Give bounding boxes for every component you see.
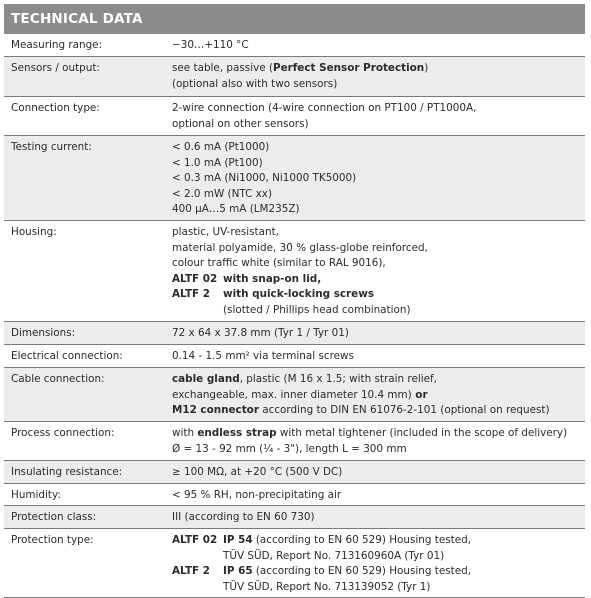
row-value [172,322,585,345]
value-line: material polyamide, 30 % glass-globe reinforced, [172,241,428,254]
row-value [172,529,585,598]
value-line [172,564,585,580]
row-label: Sensors / output: [11,62,100,74]
value-text: see table, passive ( [172,62,273,74]
value-text: (according to EN 60 529) Housing tested, [252,565,471,577]
value-line: TÜV SÜD, Report No. 713139052 (Tyr 1) [223,580,431,593]
table-title: TECHNICAL DATA [4,4,585,34]
model-label: ALTF 02 [172,534,218,546]
value-line: 400 µA…5 mA (LM235Z) [172,203,300,215]
row-connection-type [4,97,585,136]
row-protection-type [4,529,585,598]
value-line [172,372,585,388]
row-label: Cable connection: [11,373,105,385]
row-label: Electrical connection: [11,350,123,362]
row-value [172,484,585,507]
model-label: ALTF 02 [172,272,218,285]
value-line: < 2.0 mW (NTC xx) [172,187,273,200]
value-line: colour traffic white (similar to RAL 9016), [172,257,386,269]
row-measuring-range [4,34,585,57]
value-line: −30…+110 °C [172,39,249,51]
value-line [172,426,585,442]
row-value [172,97,585,135]
value-line [172,61,585,77]
row-label: Protection class: [11,511,97,523]
value-line [172,287,585,303]
value-text: , plastic (M 16 x 1.5; with strain relief, [239,373,437,385]
row-label: Humidity: [11,489,61,501]
row-value [172,422,585,460]
row-insulating-resistance [4,461,585,484]
row-value [172,57,585,95]
technical-data-table [4,4,585,598]
ip-rating: IP 65 [223,565,253,577]
row-sensors-output [4,57,585,97]
value-line: TÜV SÜD, Report No. 713160960A (Tyr 01) [223,549,445,562]
ip-rating: IP 54 [223,534,253,546]
row-label: Insulating resistance: [11,466,123,478]
row-cable-connection [4,368,585,422]
row-protection-class [4,506,585,529]
row-value [172,345,585,368]
row-dimensions [4,322,585,345]
value-line: < 95 % RH, non-precipitating air [172,489,342,501]
row-testing-current [4,136,585,221]
row-label: Dimensions: [11,327,76,339]
value-bold: or [411,388,428,401]
row-humidity [4,484,585,506]
value-line: plastic, UV-resistant, [172,226,279,238]
value-line: ≥ 100 MΩ, at +20 °C (500 V DC) [172,466,343,478]
value-line [172,403,585,419]
model-label: ALTF 2 [172,288,210,300]
row-value [172,368,585,422]
row-value [172,221,585,321]
value-bold: with snap-on lid, [223,272,322,285]
row-label: Housing: [11,226,57,238]
row-electrical-connection [4,345,585,368]
row-value [172,506,585,529]
value-text: with metal tightener (included in the scope of delivery) [276,427,568,439]
value-bold: M12 connector [172,404,259,416]
model-label: ALTF 2 [172,565,210,577]
value-text: exchangeable, max. inner diameter 10.4 mm) [172,388,412,401]
value-line: (slotted / Phillips head combination) [223,303,411,316]
value-text: (according to EN 60 529) Housing tested, [252,534,471,546]
value-line: < 1.0 mA (Pt100) [172,156,263,169]
value-bold: Perfect Sensor Protection [273,62,425,74]
row-label: Connection type: [11,102,100,114]
value-line: Ø = 13 - 92 mm (¼ - 3"), length L = 300 mm [172,442,407,455]
value-line: < 0.3 mA (Ni1000, Ni1000 TK5000) [172,172,357,184]
value-line [172,388,585,404]
value-text: with [172,427,198,439]
value-line: 72 x 64 x 37.8 mm (Tyr 1 / Tyr 01) [172,327,349,339]
value-line: < 0.6 mA (Pt1000) [172,141,270,153]
value-line: 0.14 - 1.5 mm² via terminal screws [172,350,354,362]
value-line: III (according to EN 60 730) [172,511,315,523]
value-text: ) [424,62,429,74]
value-line: (optional also with two sensors) [172,77,338,90]
row-label: Testing current: [11,141,92,153]
row-value [172,461,585,484]
value-bold: with quick-locking screws [223,288,375,300]
value-line [172,533,585,549]
row-value [172,34,585,57]
row-label: Protection type: [11,534,94,546]
row-process-connection [4,422,585,461]
value-text: according to DIN EN 61076-2-101 (optional on request) [258,404,550,416]
value-line: optional on other sensors) [172,117,309,130]
value-bold: cable gland [172,373,240,385]
value-line: 2-wire connection (4-wire connection on PT100 / PT1000A, [172,102,477,114]
value-line [172,272,585,288]
row-housing [4,221,585,322]
row-value [172,136,585,221]
row-label: Process connection: [11,427,115,439]
row-label: Measuring range: [11,39,103,51]
value-bold: endless strap [197,427,277,439]
